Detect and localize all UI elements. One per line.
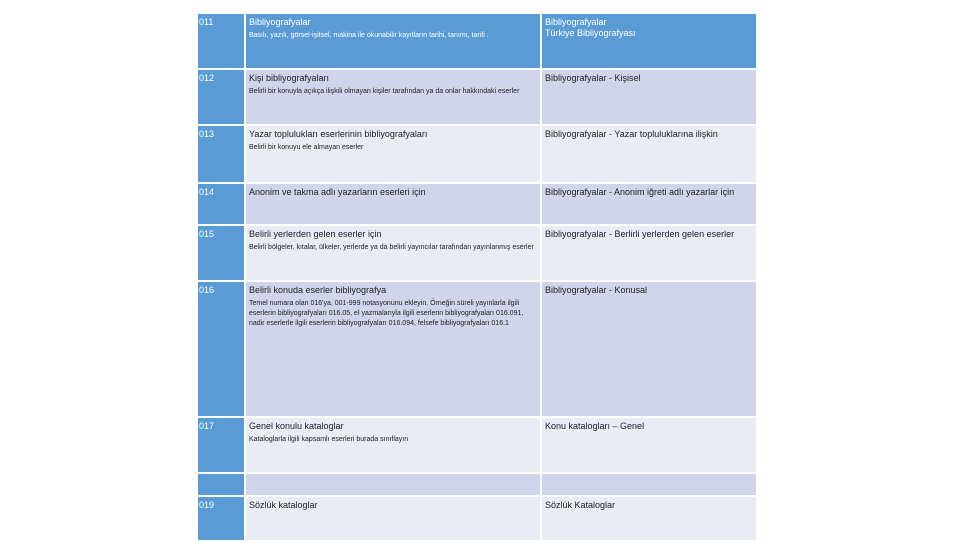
table-row <box>197 496 757 541</box>
subject-heading-text-2: Türkiye Bibliyografyası <box>545 28 636 38</box>
class-code: 017 <box>197 417 245 473</box>
class-description <box>245 281 541 417</box>
table-row <box>197 13 757 69</box>
class-description <box>245 225 541 281</box>
class-code: 016 <box>197 281 245 417</box>
subject-heading <box>541 183 757 225</box>
subject-heading-text: Sözlük Kataloglar <box>545 500 616 510</box>
class-description <box>245 473 541 496</box>
class-code: 019 <box>197 496 245 541</box>
subject-heading-text: Bibliyografyalar - Berlirli yerlerden gelen eserler <box>545 229 735 239</box>
class-description <box>245 417 541 473</box>
class-title: Belirli konuda eserler bibliyografya <box>249 285 387 295</box>
subject-heading-text: Bibliyografyalar - Anonim iğreti adlı yazarlar için <box>545 187 735 197</box>
subject-heading <box>541 13 757 69</box>
class-title: Yazar toplulukları eserlerinin bibliyografyaları <box>249 129 428 139</box>
class-note: Basılı, yazılı, görsel-işitsel, makina ile okunabilir kayıtların tarihi, tanımı, tarifi . <box>249 32 489 39</box>
class-title: Belirli yerlerden gelen eserler için <box>249 229 382 239</box>
class-description <box>245 496 541 541</box>
class-code: 015 <box>197 225 245 281</box>
class-description <box>245 183 541 225</box>
class-title: Bibliyografyalar <box>249 17 311 27</box>
class-note: Kataloglarla ilgili kapsamlı eserleri burada sınıflayın <box>249 436 409 443</box>
class-code: 014 <box>197 183 245 225</box>
class-description <box>245 13 541 69</box>
class-note: Belirli bir konuyla açıkça ilişkili olmayan kişiler tarafından ya da onlar hakkındaki eserler <box>249 88 520 95</box>
subject-heading <box>541 473 757 496</box>
class-code: 011 <box>197 13 245 69</box>
class-note: Belirli bir konuyu ele almayan eserler <box>249 144 364 151</box>
subject-heading <box>541 125 757 183</box>
class-title: Genel konulu kataloglar <box>249 421 344 431</box>
subject-heading <box>541 281 757 417</box>
class-description <box>245 125 541 183</box>
table-row <box>197 125 757 183</box>
class-note: Temel numara olan 016'ya, 001-999 notasyonunu ekleyin. Örneğin süreli yayınlarla ilgili eserlerin bibliyografyaları 016.05, el yazmalarıyla ilgili eserlerin bibliyografyaları 016.091, nadir eserlerle ilgili eserlerin bibliyografyaları 016.094, felsefe bibliyografyaları 016.1 <box>249 300 524 327</box>
class-title: Kişi bibliyografyaları <box>249 73 330 83</box>
subject-heading-text: Bibliyografyalar - Konusal <box>545 285 648 295</box>
subject-heading <box>541 225 757 281</box>
table-row <box>197 281 757 417</box>
table-row <box>197 183 757 225</box>
class-title: Sözlük kataloglar <box>249 500 318 510</box>
class-note: Belirli bölgeler, kıtalar, ülkeler, yerlerde ya da belirli yayıncılar tarafından yayınlanmış eserler <box>249 244 534 251</box>
table-row <box>197 473 757 496</box>
classification-table <box>196 12 758 542</box>
subject-heading-text: Bibliyografyalar <box>545 17 607 27</box>
subject-heading <box>541 417 757 473</box>
class-title: Anonim ve takma adlı yazarların eserleri için <box>249 187 426 197</box>
subject-heading-text: Konu katalogları – Genel <box>545 421 645 431</box>
subject-heading-text: Bibliyografyalar - Kişisel <box>545 73 641 83</box>
class-code <box>197 473 245 496</box>
class-description <box>245 69 541 125</box>
class-code: 012 <box>197 69 245 125</box>
subject-heading <box>541 496 757 541</box>
subject-heading <box>541 69 757 125</box>
class-code: 013 <box>197 125 245 183</box>
table-row <box>197 69 757 125</box>
table-row <box>197 225 757 281</box>
subject-heading-text: Bibliyografyalar - Yazar topluluklarına ilişkin <box>545 129 718 139</box>
table-row <box>197 417 757 473</box>
